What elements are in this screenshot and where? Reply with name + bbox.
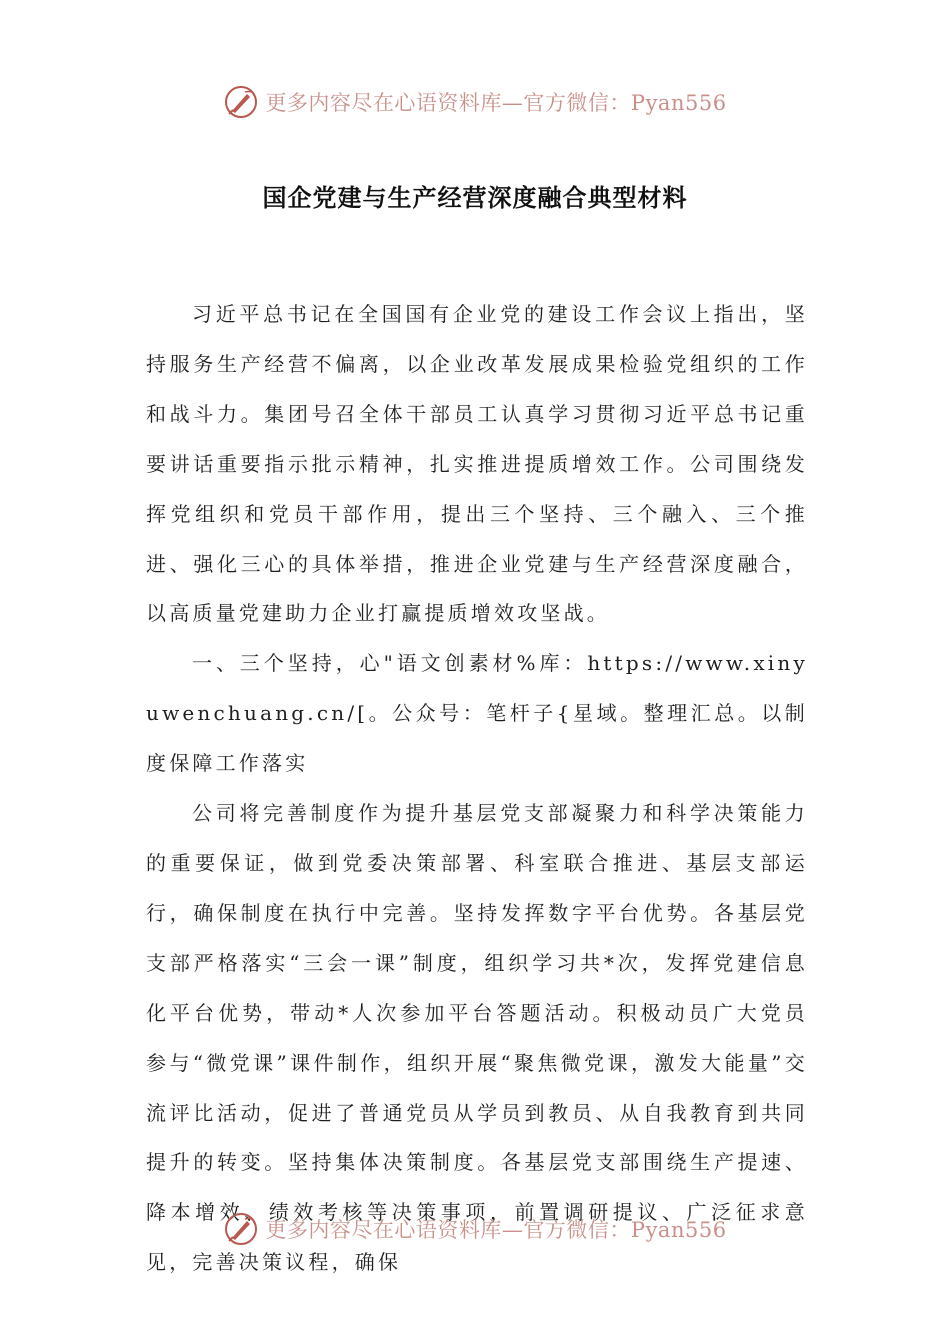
paragraph: 一、三个坚持，心"语文创素材%库：https://www.xinyuwenchuang.cn/[。公众号：笔杆子{星域。整理汇总。以制度保障工作落实 <box>146 651 808 776</box>
pen-logo-icon <box>223 1211 259 1247</box>
document-body <box>146 290 808 1288</box>
footer-banner <box>0 1209 950 1249</box>
pen-logo-icon <box>223 84 259 120</box>
banner-text: 更多内容尽在心语资料库—官方微信：Pyan556 <box>265 1218 727 1242</box>
document-title: 国企党建与生产经营深度融合典型材料 <box>262 183 688 212</box>
banner-text: 更多内容尽在心语资料库—官方微信：Pyan556 <box>265 91 727 115</box>
header-banner <box>0 82 950 122</box>
paragraph: 习近平总书记在全国国有企业党的建设工作会议上指出，坚持服务生产经营不偏离，以企业改革发展成果检验党组织的工作和战斗力。集团号召全体干部员工认真学习贯彻习近平总书记重要讲话重要指示批示精神，扎实推进提质增效工作。公司围绕发挥党组织和党员干部作用，提出三个坚持、三个融入、三个推进、强化三心的具体举措，推进企业党建与生产经营深度融合，以高质量党建助力企业打赢提质增效攻坚战。 <box>146 302 808 626</box>
paragraph: 公司将完善制度作为提升基层党支部凝聚力和科学决策能力的重要保证，做到党委决策部署、科室联合推进、基层支部运行，确保制度在执行中完善。坚持发挥数字平台优势。各基层党支部严格落实“三会一课”制度，组织学习共*次，发挥党建信息化平台优势，带动*人次参加平台答题活动。积极动员广大党员参与“微党课”课件制作，组织开展“聚焦微党课，激发大能量”交流评比活动，促进了普通党员从学员到教员、从自我教育到共同提升的转变。坚持集体决策制度。各基层党支部围绕生产提速、降本增效、绩效考核等决策事项，前置调研提议、广泛征求意见，完善决策议程，确保 <box>146 801 808 1275</box>
